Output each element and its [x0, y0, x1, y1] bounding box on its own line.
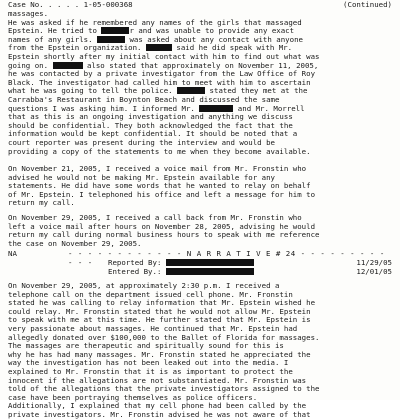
text-line: Epstein. He tried to r and was unable to provide any exact: [8, 26, 295, 36]
text-line: providing a copy of the statements to me when they become available.: [8, 146, 311, 156]
continued-label: (Continued): [343, 0, 392, 9]
text-line: going on. also stated that approximately on November 11, 2005,: [8, 60, 319, 70]
reported-by-label: Reported By:: [108, 259, 254, 268]
text-line: private investigators. Mr. Fronstin advised he was not aware of that: [8, 409, 311, 419]
text-line: very passionate about massages. He continued that Mr. Epstein had: [8, 323, 298, 333]
text-line: to speak with me at this time. He further stated that Mr. Epstein is: [8, 315, 311, 325]
text-line: On November 21, 2005, I received a voice mail from Mr. Fronstin who: [8, 164, 307, 173]
text-line: allegedly donated over $100,000 to the Ballet of Florida for massages.: [8, 332, 320, 342]
text-line: Additionally, I explained that my cell phone had been called by the: [8, 401, 307, 411]
paragraph-callback-nov29: [8, 214, 394, 248]
entered-by-label: Entered By.:: [108, 268, 254, 277]
text-line: return my call.: [8, 198, 75, 208]
redaction-bar: [166, 268, 254, 275]
text-line: innocent if the allegations are not substantiated. Mr. Fronstin was: [8, 375, 307, 385]
text-line: case have been portraying themselves as police officers.: [8, 392, 258, 402]
paragraph-interview-summary: [8, 10, 394, 156]
text-line: massages.: [8, 9, 49, 18]
text-line: told of the allegations that the private investigators assigned to the: [8, 384, 320, 394]
redaction-bar: [101, 27, 129, 34]
narrative-na: NA: [8, 249, 17, 258]
text-line: names of any girls. was asked about any contact with anyone: [8, 34, 303, 44]
redaction-bar: [97, 36, 125, 43]
text-line: The massages are therapeutic and spiritually sound for this is: [8, 341, 284, 351]
text-line: questions I was asking him. I informed Mr. and Mr. Morrell: [8, 103, 305, 113]
text-line: On November 29, 2005, at approximately 2:30 p.m. I received a: [8, 281, 280, 290]
report-header: [8, 1, 392, 10]
redaction-bar: [146, 44, 172, 51]
entered-by-row: [8, 268, 392, 277]
text-line: Black. The investigator had called him to meet with him to ascertain: [8, 77, 311, 87]
paragraph-voice-mail-nov21: [8, 165, 394, 208]
redaction-bar: [53, 62, 83, 69]
narrative-title: - - - - - - - - - - - - N A R R A T I V E # 24 - - - - - - - - - - - -: [68, 249, 385, 267]
text-line: that as this is an ongoing investigation and anything we discuss: [8, 112, 293, 122]
reported-date: 11/29/05: [356, 258, 392, 267]
entered-date: 12/01/05: [356, 267, 392, 276]
text-line: what he was going to tell the police. stated they met at the: [8, 86, 308, 96]
paragraph-fronstin-call: [8, 282, 394, 420]
text-line: Epstein shortly after my initial contact with him to find out what was: [8, 51, 320, 61]
text-line: way the investigation has not been leaked out into the media. I: [8, 358, 289, 368]
text-line: stated he was calling to relay information that Mr. Epstein wished he: [8, 298, 316, 308]
text-line: could relay. Mr. Fronstin stated that he would not allow Mr. Epstein: [8, 306, 311, 316]
text-line: information would be kept confidential. It should be noted that a: [8, 129, 298, 139]
text-line: court reporter was present during the interview and would be: [8, 137, 275, 147]
text-line: telephone call on the department issued cell phone. Mr. Fronstin: [8, 289, 293, 299]
text-line: return my call during normal business hours to speak with me reference: [8, 230, 320, 240]
text-line: from the Epstein organization. said he did speak with Mr.: [8, 43, 293, 53]
text-line: he was contacted by a private investigator from the Law Office of Roy: [8, 69, 316, 79]
text-line: He was asked if he remembered any names of the girls that massaged: [8, 17, 302, 27]
text-line: the case on November 29, 2005.: [8, 238, 142, 248]
case-number: Case No. . . . . 1-05-000368: [8, 0, 133, 9]
redaction-bar: [177, 87, 205, 94]
text-line: explained to Mr. Fronstin that it is as important to protect the: [8, 366, 293, 376]
reported-by-row: [8, 259, 392, 268]
text-line: why he has had many massages. Mr. Fronstin stated he appreciated the: [8, 349, 311, 359]
text-line: should be confidential. They both acknowledged the fact that the: [8, 120, 293, 130]
redaction-bar: [199, 105, 233, 112]
text-line: Carrabba's Restaurant in Boynton Beach and discussed the same: [8, 94, 280, 104]
text-line: left a voice mail after hours on November 28, 2005, advising he would: [8, 221, 316, 231]
text-line: statements. He did have some words that he wanted to relay on behalf: [8, 181, 311, 191]
text-line: of Mr. Epstein. I telephoned his office and left a message for him to: [8, 189, 316, 199]
redaction-bar: [166, 259, 254, 266]
text-line: advised he would not be making Mr. Epstein available for any: [8, 172, 275, 182]
text-line: On November 29, 2005, I received a call back from Mr. Fronstin who: [8, 213, 302, 222]
